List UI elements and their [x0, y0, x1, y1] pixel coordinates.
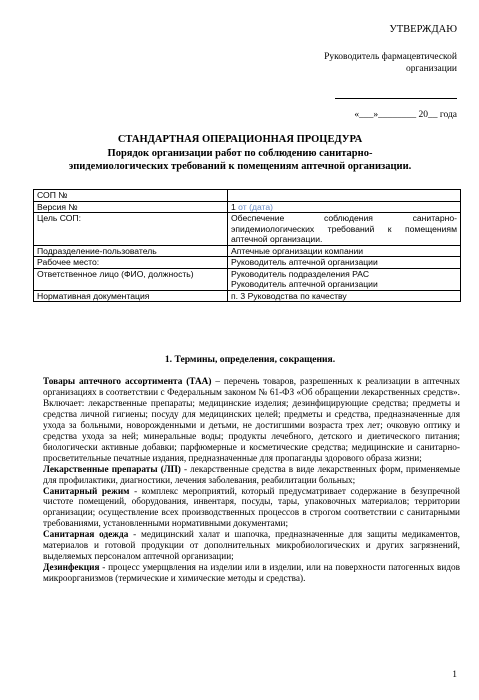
term-paragraph: [43, 530, 460, 563]
term-definition: процесс умерщвления на изделии или в изделии, или на поверхности патогенных видов микроорганизмов (термические и химические методы и средства).: [43, 563, 460, 585]
signature-line: [335, 98, 457, 99]
term-definition: медицинский халат и шапочка, предназначенные для защиты медикаментов, материалов и готовой продукции от дополнительных микробиологических и других загрязнений, выделяемых персоналом аптечной организации;: [43, 530, 460, 563]
term-paragraph: [43, 377, 460, 465]
term-definition: комплекс мероприятий, который предусматривает содержание в безупречной чистоте помещений, оборудования, инвентаря, посуды, тары, упаковочных материалов; территории организации; осуществление всех производственных процессов в строгом соответствии с санитарными требованиями, установленными нормативными документами;: [43, 486, 460, 530]
sop-meta-table: [33, 189, 461, 302]
meta-value-cell: [228, 201, 461, 213]
meta-key: Нормативная документация: [34, 290, 228, 302]
table-row: [34, 201, 461, 213]
term-name: Лекарственные препараты (ЛП): [43, 464, 181, 475]
section-heading: 1. Термины, определения, сокращения.: [164, 354, 336, 365]
document-title-line1: Порядок организации работ по соблюдению санитарно-: [107, 148, 373, 159]
meta-value: [228, 190, 461, 202]
document-type-title: СТАНДАРТНАЯ ОПЕРАЦИОННАЯ ПРОЦЕДУРА: [117, 134, 363, 145]
meta-key: Версия №: [34, 201, 228, 213]
approver-role: [257, 51, 457, 75]
term-separator: –: [211, 377, 224, 387]
meta-value: Обеспечение соблюдения санитарно-эпидемиологических требований к помещениям аптечной организации.: [228, 213, 461, 246]
document-title-line2: эпидемиологических требований к помещениям аптечной организации.: [68, 161, 412, 172]
approver-role-line1: Руководитель фармацевтической: [324, 52, 457, 62]
term-separator: -: [99, 563, 109, 574]
page-number: 1: [452, 670, 457, 680]
term-name: Дезинфекция: [43, 563, 100, 574]
meta-value: Руководитель подразделения РАС: [231, 268, 370, 279]
term-name: Санитарный режим: [43, 486, 130, 497]
table-row: [34, 290, 461, 302]
meta-value: Руководитель аптечной организации: [228, 257, 461, 269]
term-name: Санитарная одежда: [43, 530, 129, 541]
meta-key: Ответственное лицо (ФИО, должность): [34, 268, 228, 290]
approval-date-line: «___»________ 20__ года: [354, 110, 457, 120]
term-name: Товары аптечного ассортимента (ТАА): [43, 377, 212, 387]
meta-value-cell: [228, 268, 461, 290]
terms-body: [43, 377, 460, 585]
meta-key: СОП №: [34, 190, 228, 202]
term-paragraph: [43, 465, 460, 487]
meta-value: 1: [231, 201, 236, 212]
term-paragraph: [43, 563, 460, 585]
table-row: [34, 190, 461, 202]
table-row: [34, 213, 461, 246]
term-separator: -: [129, 486, 142, 497]
meta-value: п. 3 Руководства по качеству: [228, 290, 461, 302]
term-definition: лекарственные средства в виде лекарственных форм, применяемые для профилактики, диагностики, лечения заболевания, реабилитации больных;: [43, 464, 460, 486]
term-paragraph: [43, 487, 460, 531]
meta-key: Рабочее место:: [34, 257, 228, 269]
meta-value: Аптечные организации компании: [228, 245, 461, 257]
approver-role-line2: организации: [405, 64, 457, 74]
term-separator: -: [180, 464, 191, 475]
meta-key: Цель СОП:: [34, 213, 228, 246]
approval-label: УТВЕРЖДАЮ: [389, 24, 457, 35]
term-separator: -: [128, 530, 142, 541]
table-row: [34, 245, 461, 257]
table-row: [34, 268, 461, 290]
date-placeholder-hint: от (дата): [235, 201, 274, 212]
meta-key: Подразделение-пользователь: [34, 245, 228, 257]
term-definition: перечень товаров, разрешенных к реализации в аптечных организациях в соответствии с Федеральным законом № 61-ФЗ «Об обращении лекарственных средств». Включает: лекарственные препараты; медицинские изделия; дезинфицирующие средства; предметы и средства личной гигиены; посуду для медицинских целей; предметы и средства, предназначенные для ухода за больными, новорожденными и детьми, не достигшими возраста трех лет; очковую оптику и средства ухода за ней; минеральные воды; продукты лечебного, детского и диетического питания; биологически активные добавки; парфюмерные и косметические средства; медицинские и санитарно-просветительные печатные издания, предназначенные для пропаганды здорового образа жизни;: [43, 377, 460, 464]
table-row: [34, 257, 461, 269]
meta-value-line2: Руководитель аптечной организации: [231, 279, 378, 289]
